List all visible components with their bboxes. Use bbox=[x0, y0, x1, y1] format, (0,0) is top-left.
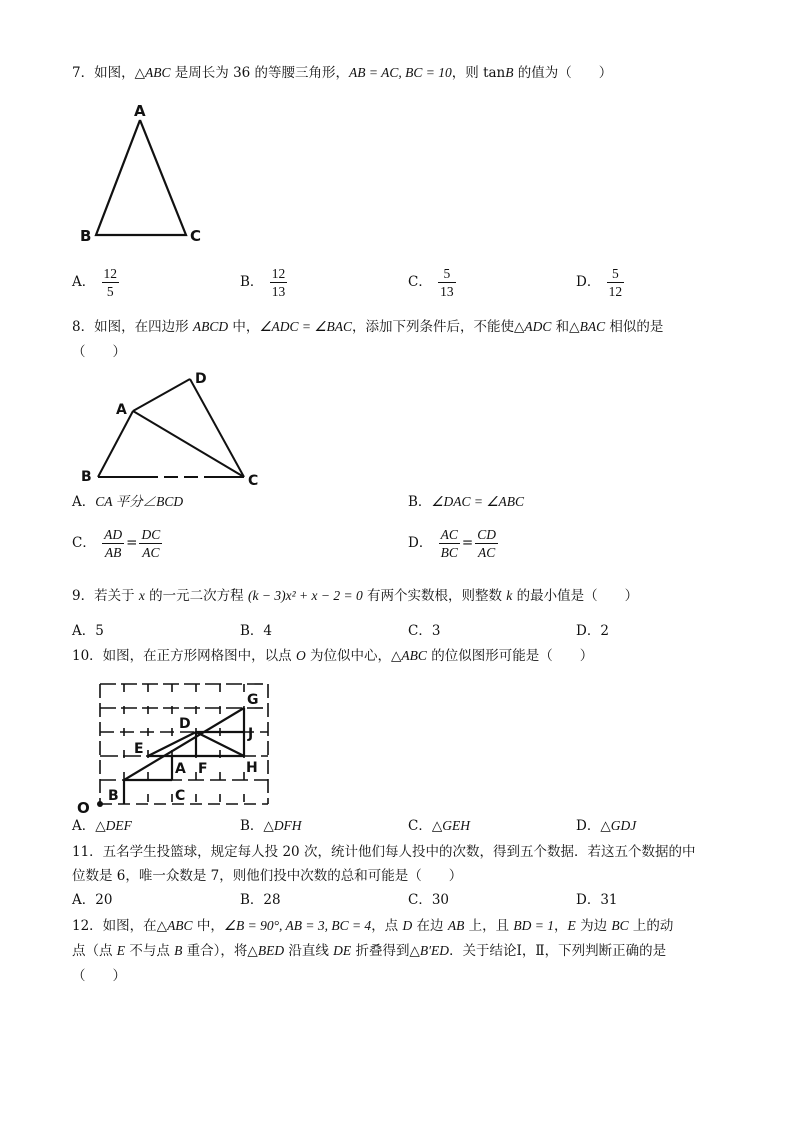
q8-side-ab bbox=[98, 411, 133, 477]
q7-stem: 7．如图，△ABC 是周长为 36 的等腰三角形，AB = AC, BC = 10，则 tanB 的值为（ ） bbox=[72, 65, 613, 81]
q7-option-a[interactable]: A． $\frac{12}{5}$ bbox=[72, 266, 118, 299]
q10-label-a: A bbox=[175, 761, 186, 777]
q10-label-d: D bbox=[179, 716, 191, 732]
q12-line-1: 12．如图，在△ABC 中，∠B = 90°, AB = 3, BC = 4，点 D 在边 AB 上，且 BD = 1，E 为边 BC 上的动 bbox=[72, 918, 674, 934]
q7-option-c-fraction: $\frac{5}{13}$ bbox=[440, 266, 454, 299]
q10-option-d[interactable]: D．△GDJ bbox=[576, 818, 637, 834]
q10-grid-figure bbox=[72, 676, 282, 816]
q8-option-c[interactable]: C． $\frac{AD}{AB}$ = $\frac{DC}{AC}$ bbox=[72, 527, 161, 560]
q8-stem: 8．如图，在四边形 ABCD 中，∠ADC = ∠BAC，添加下列条件后，不能使△ADC 和△BAC 相似的是 bbox=[72, 319, 664, 335]
q7-option-a-fraction: $\frac{12}{5}$ bbox=[103, 266, 118, 299]
q9-option-b[interactable]: B．4 bbox=[240, 623, 273, 639]
q11-option-c[interactable]: C．30 bbox=[408, 892, 450, 908]
q8-option-c-left-fraction: $\frac{AD}{AB}$ bbox=[104, 527, 123, 560]
q8-label-a: A bbox=[116, 402, 127, 418]
q7-option-c[interactable]: C． $\frac{5}{13}$ bbox=[408, 266, 454, 299]
q8-label-c: C bbox=[248, 473, 259, 489]
q8-option-d[interactable]: D． $\frac{AC}{BC}$ = $\frac{CD}{AC}$ bbox=[408, 527, 496, 560]
q10-label-c: C bbox=[175, 788, 186, 804]
q10-label-e: E bbox=[134, 741, 144, 757]
q11-option-b[interactable]: B．28 bbox=[240, 892, 281, 908]
q7-triangle-figure bbox=[76, 98, 216, 248]
q8-label-b: B bbox=[81, 469, 92, 485]
q9-option-c[interactable]: C．3 bbox=[408, 623, 441, 639]
q9-option-d[interactable]: D．2 bbox=[576, 623, 609, 639]
q7-option-b[interactable]: B． $\frac{12}{13}$ bbox=[240, 266, 286, 299]
q8-quadrilateral-figure bbox=[76, 367, 276, 492]
q7-label-b: B bbox=[80, 227, 92, 245]
q8-side-dc bbox=[190, 379, 244, 477]
q11-line-1: 11．五名学生投篮球，规定每人投 20 次，统计他们每人投中的次数，得到五个数据．若这五个数据的中 bbox=[72, 844, 696, 860]
q10-option-a[interactable]: A．△DEF bbox=[72, 818, 132, 834]
q10-label-o: O bbox=[77, 799, 90, 816]
q7-option-d[interactable]: D． $\frac{5}{12}$ bbox=[576, 266, 623, 299]
q10-stem: 10．如图，在正方形网格图中，以点 O 为位似中心，△ABC 的位似图形可能是（ ） bbox=[72, 648, 594, 664]
q12-line-2: 点（点 E 不与点 B 重合），将△BED 沿直线 DE 折叠得到△B′ED．关于结论Ⅰ，Ⅱ，下列判断正确的是 bbox=[72, 943, 667, 959]
q11-option-d[interactable]: D．31 bbox=[576, 892, 618, 908]
q10-label-h: H bbox=[246, 760, 258, 776]
q7-label-c: C bbox=[190, 227, 202, 245]
q8-option-b[interactable]: B．∠DAC = ∠ABC bbox=[408, 494, 524, 510]
q7-option-d-fraction: $\frac{5}{12}$ bbox=[608, 266, 623, 299]
q10-label-j: J bbox=[248, 726, 254, 742]
q10-option-b[interactable]: B．△DFH bbox=[240, 818, 302, 834]
q8-option-a[interactable]: A．CA 平分∠BCD bbox=[72, 494, 184, 510]
q7-triangle-shape bbox=[96, 120, 186, 235]
q9-option-a[interactable]: A．5 bbox=[72, 623, 104, 639]
q8-option-c-right-fraction: $\frac{DC}{AC}$ bbox=[141, 527, 161, 560]
q11-line-2: 位数是 6，唯一众数是 7，则他们投中次数的总和可能是（ ） bbox=[72, 868, 463, 884]
q7-label-a: A bbox=[134, 102, 146, 120]
q9-stem: 9．若关于 x 的一元二次方程 (k − 3)x² + x − 2 = 0 有两个实数根，则整数 k 的最小值是（ ） bbox=[72, 588, 639, 604]
q10-label-f: F bbox=[198, 761, 208, 777]
q8-diagonal-ac bbox=[133, 411, 244, 477]
q12-paren: （ ） bbox=[72, 968, 126, 984]
q8-option-d-left-fraction: $\frac{AC}{BC}$ bbox=[440, 527, 458, 560]
q8-label-d: D bbox=[195, 371, 207, 387]
q8-paren: （ ） bbox=[72, 344, 126, 360]
q11-option-a[interactable]: A．20 bbox=[72, 892, 113, 908]
q10-label-b: B bbox=[108, 788, 119, 804]
q10-point-o bbox=[97, 801, 103, 807]
q8-option-d-right-fraction: $\frac{CD}{AC}$ bbox=[477, 527, 496, 560]
q8-side-ad bbox=[133, 379, 190, 411]
q7-option-b-fraction: $\frac{12}{13}$ bbox=[271, 266, 286, 299]
q10-option-c[interactable]: C．△GEH bbox=[408, 818, 470, 834]
q10-label-g: G bbox=[247, 692, 259, 708]
